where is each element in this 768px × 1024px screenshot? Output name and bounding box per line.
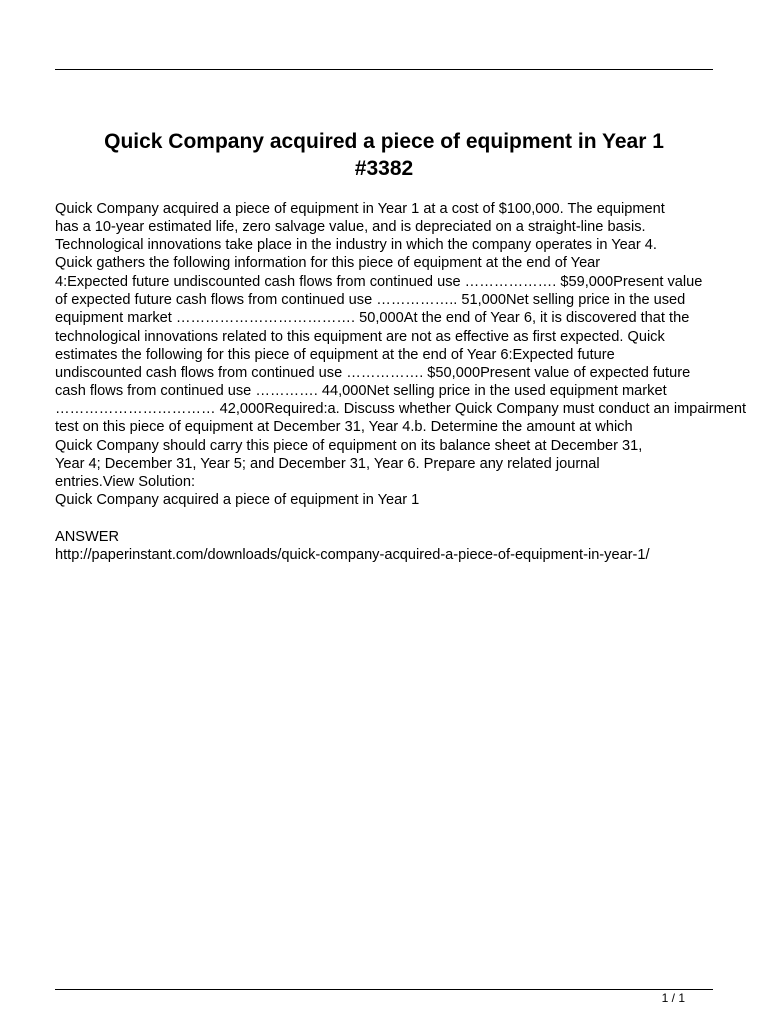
document-title	[55, 128, 713, 182]
body-line: equipment market ………………………………. 50,000At the end of Year 6, it is discovered that the	[55, 310, 690, 326]
body-line: Quick Company acquired a piece of equipment in Year 1	[55, 492, 420, 508]
answer-label: ANSWER	[55, 529, 120, 545]
body-line: cash flows from continued use …………. 44,000Net selling price in the used equipment market	[55, 383, 667, 399]
header-rule	[55, 69, 713, 70]
title-line-1: Quick Company acquired a piece of equipment in Year 1	[104, 130, 664, 153]
body-line: of expected future cash flows from continued use …………….. 51,000Net selling price in the used	[55, 292, 686, 308]
body-line: Quick Company should carry this piece of equipment on its balance sheet at December 31,	[55, 438, 643, 454]
body-line: Technological innovations take place in the industry in which the company operates in Year 4.	[55, 237, 657, 253]
body-line: Quick gathers the following information for this piece of equipment at the end of Year	[55, 255, 601, 271]
page-number: 1 / 1	[661, 991, 685, 1005]
body-line: test on this piece of equipment at December 31, Year 4.b. Determine the amount at which	[55, 419, 633, 435]
body-line: 4:Expected future undiscounted cash flows from continued use ………………. $59,000Present value	[55, 274, 703, 290]
body-line: Quick Company acquired a piece of equipment in Year 1 at a cost of $100,000. The equipment	[55, 201, 665, 217]
footer-rule	[55, 989, 713, 990]
body-line: has a 10-year estimated life, zero salvage value, and is depreciated on a straight-line basis.	[55, 219, 646, 235]
body-line: undiscounted cash flows from continued use ……………. $50,000Present value of expected future	[55, 365, 691, 381]
body-line: technological innovations related to this equipment are not as effective as first expected. Quick	[55, 329, 665, 345]
body-line: Year 4; December 31, Year 5; and December 31, Year 6. Prepare any related journal	[55, 456, 600, 472]
body-line: …………………………… 42,000Required:a. Discuss whether Quick Company must conduct an impairment	[55, 401, 747, 417]
body-line: entries.View Solution:	[55, 474, 196, 490]
answer-link[interactable]: http://paperinstant.com/downloads/quick-company-acquired-a-piece-of-equipment-in-year-1/	[55, 547, 650, 563]
body-line: estimates the following for this piece of equipment at the end of Year 6:Expected future	[55, 347, 615, 363]
title-line-2: #3382	[354, 157, 414, 180]
